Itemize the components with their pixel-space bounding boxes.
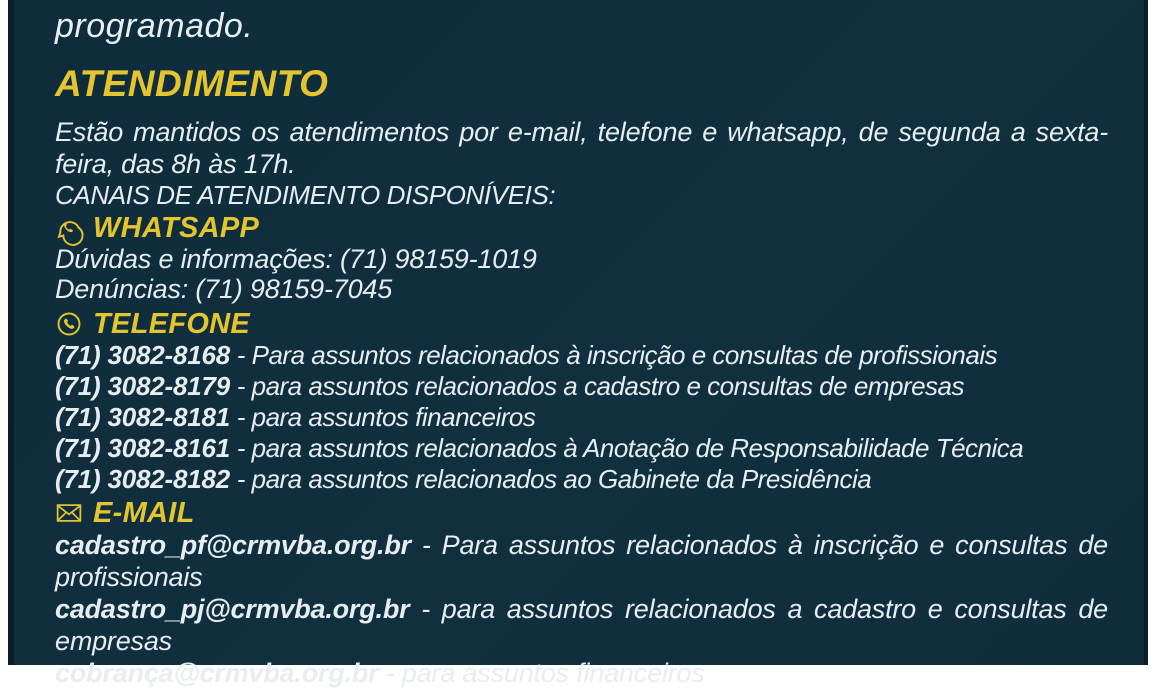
whatsapp-denuncias-line: Denúncias: (71) 98159-7045 xyxy=(55,274,393,304)
whatsapp-label: WHATSAPP xyxy=(93,211,260,244)
lead-text: programado. xyxy=(55,7,254,45)
email-item xyxy=(55,657,1108,689)
phone-desc: - para assuntos relacionados à Anotação de Responsabilidade Técnica xyxy=(230,433,1024,463)
email-address: cadastro_pf@crmvba.org.br xyxy=(55,530,411,560)
phone-desc: - para assuntos relacionados a cadastro e consultas de empresas xyxy=(230,371,964,401)
phone-item xyxy=(55,433,1108,464)
phone-number: (71) 3082-8179 xyxy=(55,371,230,401)
email-address: cobrança@crmvba.org.br xyxy=(55,658,379,688)
telefone-section-header xyxy=(55,308,1108,340)
email-item xyxy=(55,529,1108,593)
opening-hours-paragraph: Estão mantidos os atendimentos por e-mail, telefone e whatsapp, de segunda a sexta-feira, das 8h às 17h. xyxy=(55,117,1108,179)
email-desc: - para assuntos relacionados a cadastro e consultas de empresas xyxy=(55,594,1108,656)
email-address: cadastro_pj@crmvba.org.br xyxy=(55,594,410,624)
email-item xyxy=(55,593,1108,657)
phone-number: (71) 3082-8181 xyxy=(55,402,230,432)
phone-icon xyxy=(55,310,83,338)
email-desc: - para assuntos financeiros xyxy=(378,658,705,688)
email-label: E-MAIL xyxy=(93,496,195,529)
phone-desc: - para assuntos relacionados ao Gabinete da Presidência xyxy=(230,464,872,494)
envelope-icon xyxy=(55,499,83,527)
whatsapp-info-line: Dúvidas e informações: (71) 98159-1019 xyxy=(55,244,537,274)
email-section-header xyxy=(55,497,1108,529)
phone-item xyxy=(55,464,1108,495)
announcement-flyer xyxy=(8,0,1148,688)
phone-number: (71) 3082-8161 xyxy=(55,433,230,463)
whatsapp-section-header xyxy=(55,212,1108,244)
phone-item xyxy=(55,340,1108,371)
section-heading-atendimento: ATENDIMENTO xyxy=(55,63,329,104)
phone-item xyxy=(55,371,1108,402)
phone-number: (71) 3082-8182 xyxy=(55,464,230,494)
channels-label: CANAIS DE ATENDIMENTO DISPONÍVEIS: xyxy=(55,180,556,210)
phone-item xyxy=(55,402,1108,433)
whatsapp-icon xyxy=(55,214,83,242)
phone-number: (71) 3082-8168 xyxy=(55,340,230,370)
flyer-content xyxy=(14,0,1144,689)
telefone-label: TELEFONE xyxy=(93,307,251,340)
phone-desc: - para assuntos financeiros xyxy=(230,402,536,432)
email-desc: - Para assuntos relacionados à inscrição e consultas de profissionais xyxy=(55,530,1108,592)
phone-desc: - Para assuntos relacionados à inscrição e consultas de profissionais xyxy=(230,340,998,370)
